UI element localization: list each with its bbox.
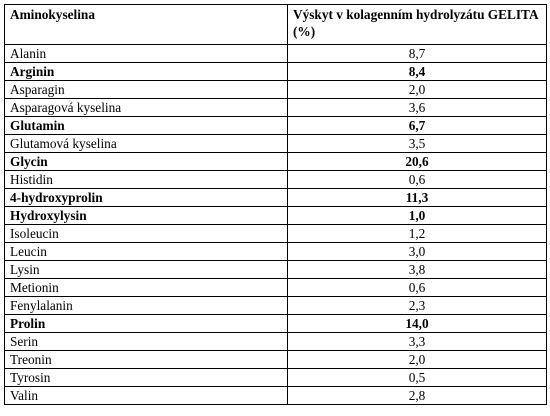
table-row — [5, 45, 547, 63]
amino-acid-name-cell: Alanin — [5, 45, 288, 63]
occurrence-value-cell: 20,6 — [288, 153, 547, 171]
amino-acid-name-cell: Treonin — [5, 351, 288, 369]
occurrence-value-cell: 2,8 — [288, 387, 547, 405]
table-row — [5, 153, 547, 171]
amino-acid-name-cell: Serin — [5, 333, 288, 351]
table-row — [5, 369, 547, 387]
occurrence-value-cell: 2,0 — [288, 351, 547, 369]
occurrence-value-cell: 3,5 — [288, 135, 547, 153]
amino-acid-name-cell: Prolin — [5, 315, 288, 333]
table-row — [5, 243, 547, 261]
amino-acid-name-cell: Fenylalanin — [5, 297, 288, 315]
table-row — [5, 117, 547, 135]
occurrence-value-cell: 3,6 — [288, 99, 547, 117]
table-row — [5, 63, 547, 81]
table-row — [5, 135, 547, 153]
document-page — [4, 4, 547, 405]
table-row — [5, 99, 547, 117]
amino-acid-name-cell: Asparagin — [5, 81, 288, 99]
table-row — [5, 279, 547, 297]
occurrence-value-cell: 0,5 — [288, 369, 547, 387]
occurrence-value-cell: 0,6 — [288, 279, 547, 297]
amino-acid-name-cell: Histidin — [5, 171, 288, 189]
amino-acid-name-cell: Tyrosin — [5, 369, 288, 387]
occurrence-value-cell: 8,7 — [288, 45, 547, 63]
table-row — [5, 225, 547, 243]
amino-acid-name-cell: Asparagová kyselina — [5, 99, 288, 117]
occurrence-value-cell: 11,3 — [288, 189, 547, 207]
occurrence-value-cell: 3,3 — [288, 333, 547, 351]
amino-acid-name-cell: Metionin — [5, 279, 288, 297]
amino-acid-name-cell: Glutamin — [5, 117, 288, 135]
amino-acid-name-cell: Valin — [5, 387, 288, 405]
occurrence-value-cell: 2,0 — [288, 81, 547, 99]
table-row — [5, 171, 547, 189]
amino-acid-name-cell: Lysin — [5, 261, 288, 279]
occurrence-value-cell: 6,7 — [288, 117, 547, 135]
table-header-row — [5, 5, 547, 45]
table-row — [5, 261, 547, 279]
table-body — [5, 45, 547, 405]
occurrence-value-cell: 3,0 — [288, 243, 547, 261]
occurrence-value-cell: 0,6 — [288, 171, 547, 189]
table-row — [5, 189, 547, 207]
table-row — [5, 81, 547, 99]
table-row — [5, 207, 547, 225]
table-row — [5, 333, 547, 351]
amino-acid-name-cell: 4-hydroxyprolin — [5, 189, 288, 207]
amino-acid-name-cell: Glutamová kyselina — [5, 135, 288, 153]
table-row — [5, 351, 547, 369]
header-amino-acid: Aminokyselina — [5, 5, 288, 45]
occurrence-value-cell: 3,8 — [288, 261, 547, 279]
amino-acid-name-cell: Hydroxylysin — [5, 207, 288, 225]
occurrence-value-cell: 8,4 — [288, 63, 547, 81]
occurrence-value-cell: 1,0 — [288, 207, 547, 225]
amino-acid-name-cell: Isoleucin — [5, 225, 288, 243]
amino-acid-name-cell: Glycin — [5, 153, 288, 171]
occurrence-value-cell: 14,0 — [288, 315, 547, 333]
occurrence-value-cell: 1,2 — [288, 225, 547, 243]
occurrence-value-cell: 2,3 — [288, 297, 547, 315]
table-row — [5, 387, 547, 405]
header-occurrence: Výskyt v kolagenním hydrolyzátu GELITA (%) — [288, 5, 547, 45]
amino-acid-name-cell: Leucin — [5, 243, 288, 261]
table-row — [5, 297, 547, 315]
amino-acid-table — [4, 4, 547, 405]
amino-acid-name-cell: Arginin — [5, 63, 288, 81]
table-row — [5, 315, 547, 333]
